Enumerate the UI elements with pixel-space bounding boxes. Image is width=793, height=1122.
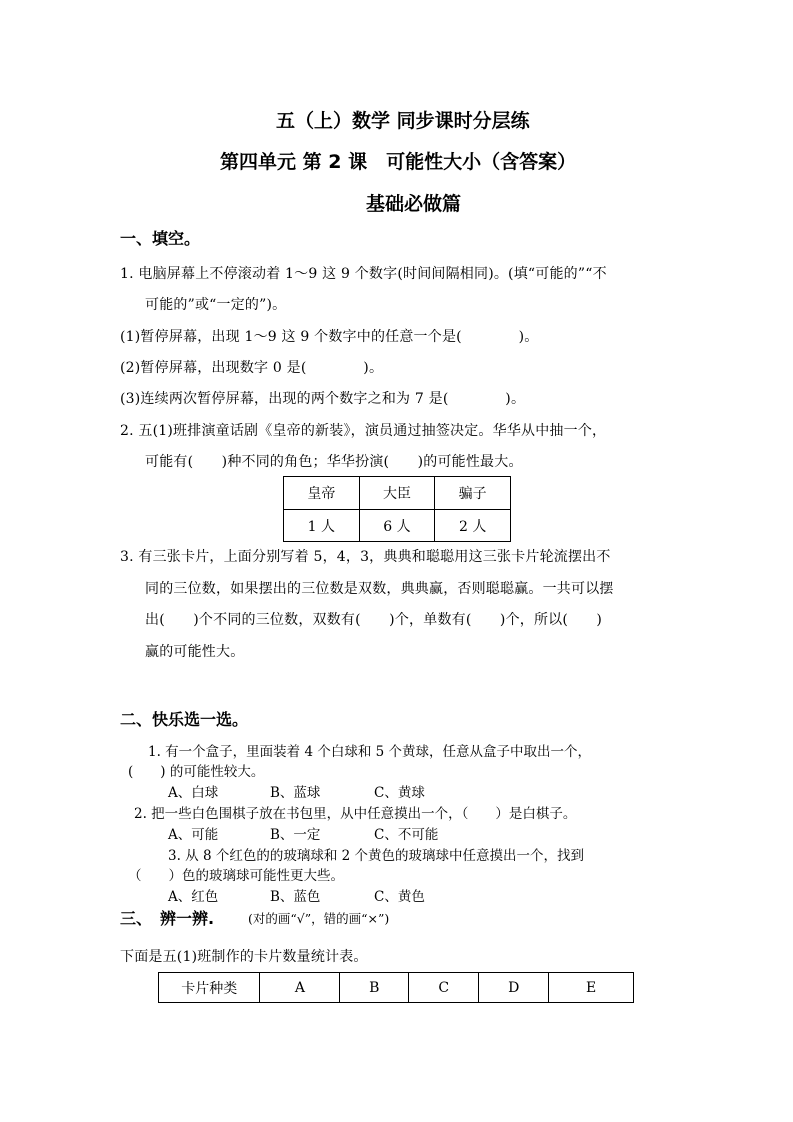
s1-q3-line4: 赢的可能性大。 xyxy=(145,644,245,660)
cards-header-cell: C xyxy=(409,973,479,1003)
s1-q3-line2: 同的三位数，如果摆出的三位数是双数，典典赢，否则聪聪赢。一共可以摆 xyxy=(145,581,614,597)
s2-q2-option-b: B、一定 xyxy=(270,827,321,843)
cards-header-cell: A xyxy=(260,973,340,1003)
roles-value-cell: 1 人 xyxy=(284,510,360,542)
s2-q1-option-c: C、黄球 xyxy=(374,785,425,801)
s2-q3-option-c: C、黄色 xyxy=(374,889,425,905)
roles-value-cell: 6 人 xyxy=(359,510,435,542)
roles-header-cell: 骗子 xyxy=(435,477,511,510)
s2-q1-option-a: A、白球 xyxy=(168,785,219,801)
cards-table xyxy=(158,972,634,1003)
cards-header-cell: E xyxy=(549,973,634,1003)
section-3-heading: 三、 辨一辨. xyxy=(120,909,215,928)
s1-q3-line3: 出( )个不同的三位数，双数有( )个，单数有( )个，所以( ) xyxy=(145,612,603,628)
roles-header-cell: 皇帝 xyxy=(284,477,360,510)
s2-q3-option-a: A、红色 xyxy=(168,889,219,905)
s2-q3-line2: （ ）色的玻璃球可能性更大些。 xyxy=(128,868,344,884)
roles-header-cell: 大臣 xyxy=(359,477,435,510)
roles-value-cell: 2 人 xyxy=(435,510,511,542)
s3-intro: 下面是五(1)班制作的卡片数量统计表。 xyxy=(120,949,368,965)
s1-q1-c: (3)连续两次暂停屏幕，出现的两个数字之和为 7 是( )。 xyxy=(120,391,526,407)
s1-q3-line1: 3. 有三张卡片，上面分别写着 5，4，3，典典和聪聪用这三张卡片轮流摆出不 xyxy=(120,549,611,565)
title-level: 基础必做篇 xyxy=(366,193,462,215)
s1-q1-line1: 1. 电脑屏幕上不停滚动着 1～9 这 9 个数字(时间间隔相同)。(填“可能的”“不 xyxy=(120,266,607,282)
roles-table xyxy=(283,476,511,542)
section-3-note: (对的画“√”，错的画“×”) xyxy=(248,911,390,926)
section-2-heading: 二、快乐选一选。 xyxy=(120,710,249,729)
s1-q1-line2: 可能的”或“一定的”)。 xyxy=(145,297,287,313)
s2-q1-line1: 1. 有一个盒子，里面装着 4 个白球和 5 个黄球，任意从盒子中取出一个， xyxy=(148,744,592,760)
cards-header-cell: B xyxy=(340,973,409,1003)
s2-q2-line1: 2. 把一些白色围棋子放在书包里，从中任意摸出一个，（ ）是白棋子。 xyxy=(134,806,577,822)
s1-q1-b: (2)暂停屏幕，出现数字 0 是( )。 xyxy=(120,360,384,376)
s2-q1-line2: ( ) 的可能性较大。 xyxy=(128,764,265,780)
title-main: 五（上）数学 同步课时分层练 xyxy=(276,110,530,132)
s1-q1-a: (1)暂停屏幕，出现 1～9 这 9 个数字中的任意一个是( )。 xyxy=(120,329,539,345)
cards-header-cell: 卡片种类 xyxy=(159,973,260,1003)
title-unit: 第四单元 第 2 课 可能性大小（含答案） xyxy=(220,151,577,173)
s2-q2-option-a: A、可能 xyxy=(168,827,219,843)
cards-header-cell: D xyxy=(479,973,549,1003)
section-1-heading: 一、填空。 xyxy=(120,229,201,248)
s2-q3-option-b: B、蓝色 xyxy=(270,889,321,905)
s1-q2-line1: 2. 五(1)班排演童话剧《皇帝的新装》，演员通过抽签决定。华华从中抽一个， xyxy=(120,423,607,439)
s2-q1-option-b: B、蓝球 xyxy=(270,785,321,801)
s2-q2-option-c: C、不可能 xyxy=(374,827,439,843)
s2-q3-line1: 3. 从 8 个红色的的玻璃球和 2 个黄色的玻璃球中任意摸出一个，找到 xyxy=(168,848,585,864)
s1-q2-line2: 可能有( )种不同的角色；华华扮演( )的可能性最大。 xyxy=(145,454,523,470)
